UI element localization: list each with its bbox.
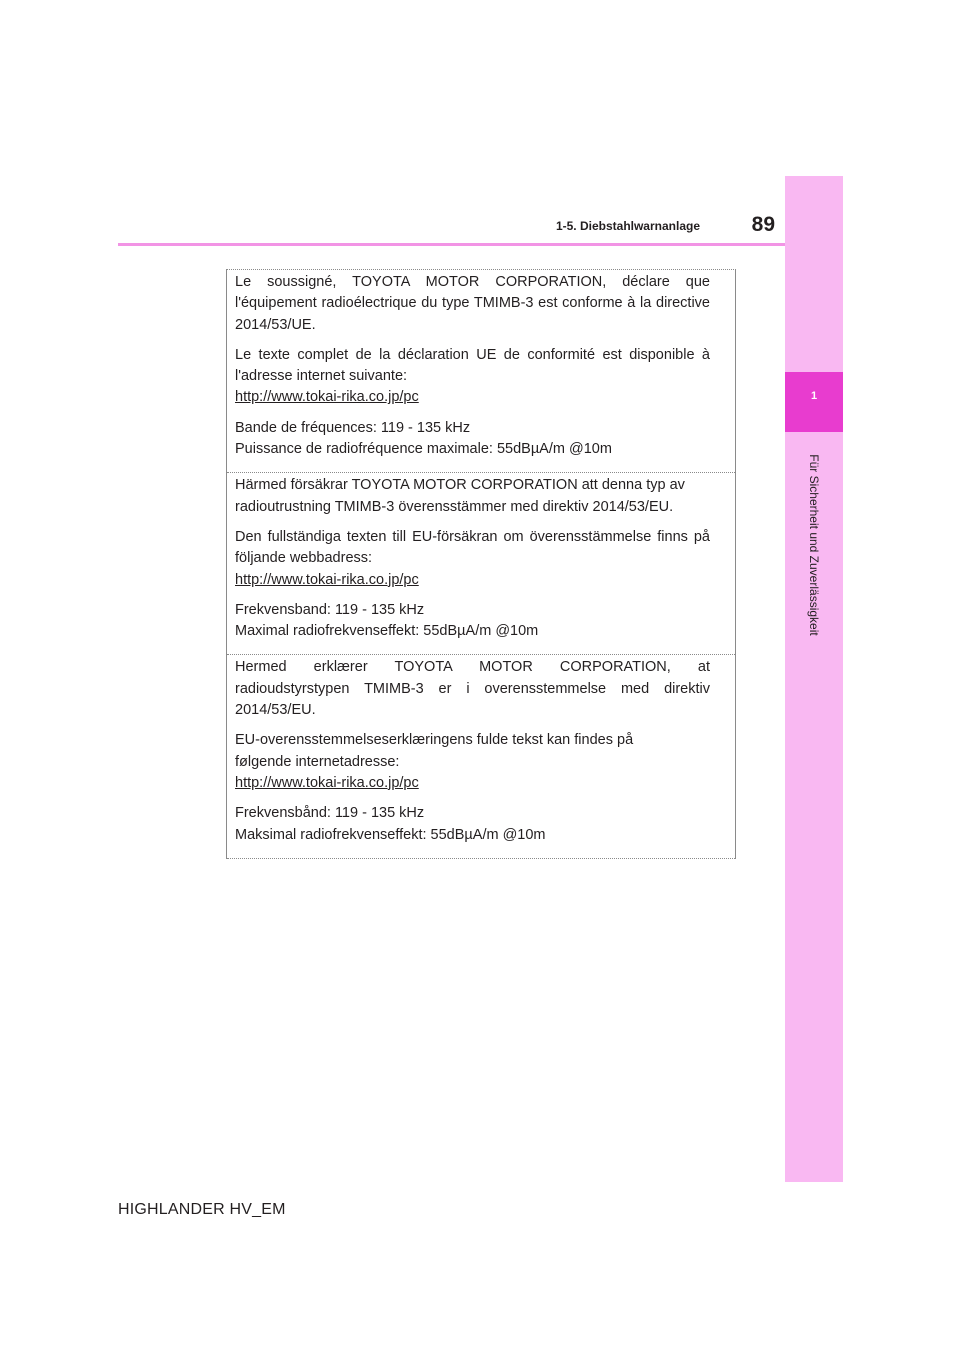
declaration-french [227,270,735,473]
french-availability: Le texte complet de la déclaration UE de conformité est disponible à l'adresse internet suivante: [235,346,710,385]
declaration-swedish [227,473,735,655]
swedish-max-power: Maximal radiofrekvenseffekt: 55dBµA/m @10m [235,623,539,640]
header-rule [118,243,785,246]
swedish-url-link[interactable]: http://www.tokai-rika.co.jp/pc [235,571,419,588]
declaration-box [226,269,736,859]
danish-url-link[interactable]: http://www.tokai-rika.co.jp/pc [235,774,419,791]
chapter-tab-marker [785,372,843,432]
danish-technical-block [235,803,710,846]
swedish-statement: Härmed försäkrar TOYOTA MOTOR CORPORATION att denna typ av radioutrustning TMIMB-3 överensstämmer med direktiv 2014/53/EU. [235,477,685,515]
swedish-availability-block [235,527,710,591]
chapter-number: 1 [810,390,818,402]
french-availability-block [235,345,710,409]
chapter-title: Für Sicherheit und Zuverlässigkeit [807,454,821,636]
page-number: 89 [751,213,775,236]
french-url-link[interactable]: http://www.tokai-rika.co.jp/pc [235,389,419,406]
danish-max-power: Maksimal radiofrekvenseffekt: 55dBµA/m @10m [235,826,546,843]
danish-statement: Hermed erklærer TOYOTA MOTOR CORPORATION, at radioudstyrstypen TMIMB-3 er i overensstemmelse med direktiv 2014/53/EU. [235,659,710,719]
danish-availability-line2: følgende internetadresse: [235,753,400,770]
danish-frequency-band: Frekvensbånd: 119 - 135 kHz [235,805,425,822]
declaration-danish [227,655,735,858]
footer-model-code: HIGHLANDER HV_EM [118,1201,286,1218]
french-max-power: Puissance de radiofréquence maximale: 55dBµA/m @10m [235,441,612,458]
french-technical-block [235,418,710,461]
section-title: 1-5. Diebstahlwarnanlage [555,219,700,233]
swedish-availability: Den fullständiga texten till EU-försäkran om överensstämmelse finns på följande webbadress: [235,528,710,567]
french-statement: Le soussigné, TOYOTA MOTOR CORPORATION, déclare que l'équipement radioélectrique du type TMIMB-3 est conforme à la directive 2014/53/UE. [235,274,710,333]
french-frequency-band: Bande de fréquences: 119 - 135 kHz [235,419,471,436]
danish-availability-line1: EU-overensstemmelseserklæringens fulde tekst kan findes på [235,732,634,749]
swedish-frequency-band: Frekvensband: 119 - 135 kHz [235,601,425,618]
chapter-side-tab [785,176,843,1182]
swedish-technical-block [235,600,710,643]
danish-availability-block [235,730,710,794]
